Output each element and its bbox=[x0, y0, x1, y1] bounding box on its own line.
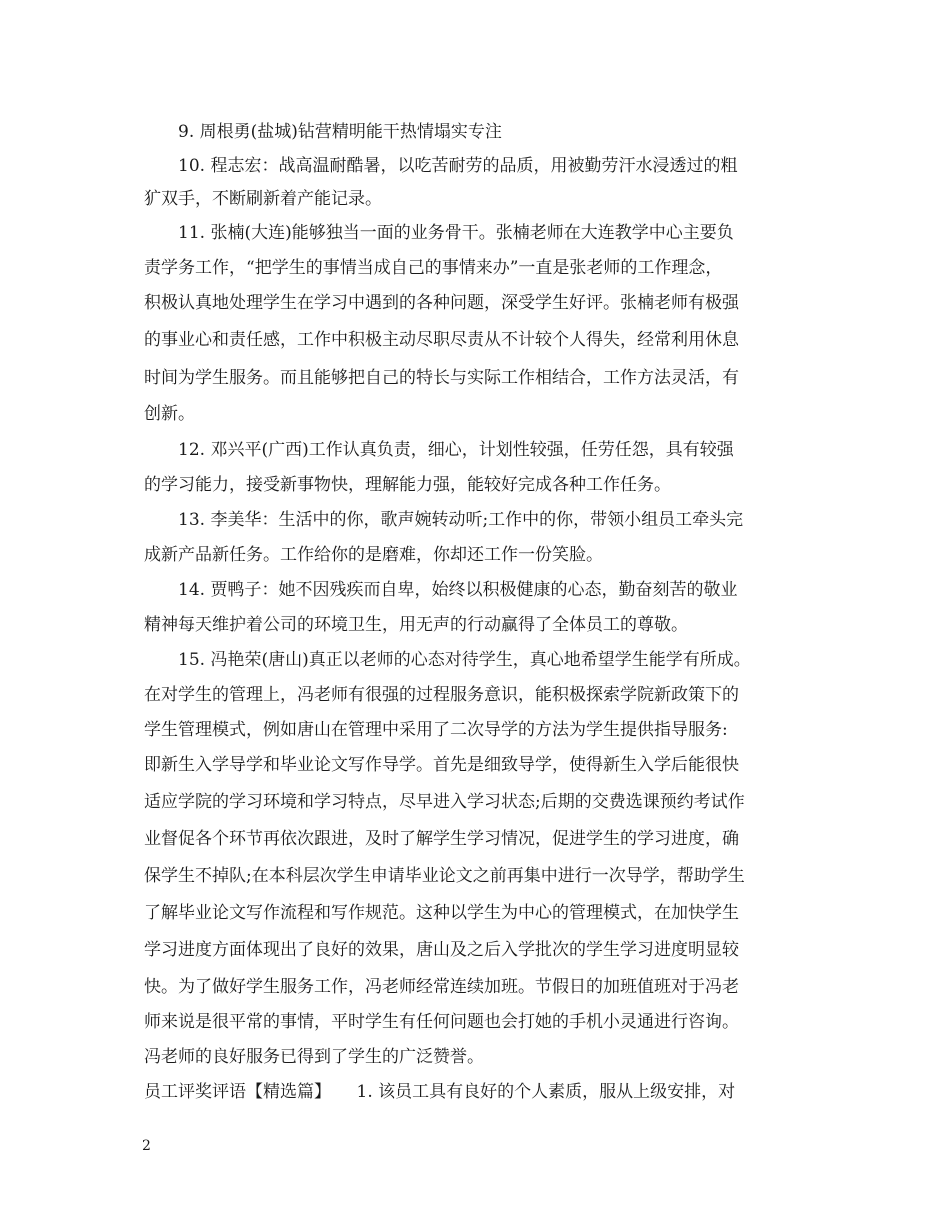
text-line: 12. 邓兴平(广西)工作认真负责，细心，计划性较强，任劳任怨，具有较强 bbox=[178, 440, 734, 460]
text-line: 11. 张楠(大连)能够独当一面的业务骨干。张楠老师在大连教学中心主要负 bbox=[178, 223, 734, 243]
text-line: 在对学生的管理上，冯老师有很强的过程服务意识，能积极探索学院新政策下的 bbox=[144, 685, 739, 705]
text-line: 了解毕业论文写作流程和写作规范。这种以学生为中心的管理模式，在加快学生 bbox=[144, 903, 739, 923]
text-line: 15. 冯艳荣(唐山)真正以老师的心态对待学生，真心地希望学生能学有所成。 bbox=[178, 650, 751, 670]
text-line: 的学习能力，接受新事物快，理解能力强，能较好完成各种工作任务。 bbox=[144, 475, 671, 495]
text-line: 师来说是很平常的事情，平时学生有任何问题也会打她的手机小灵通进行咨询。 bbox=[144, 1012, 739, 1032]
text-line: 冯老师的良好服务已得到了学生的广泛赞誉。 bbox=[144, 1047, 484, 1067]
text-line: 快。为了做好学生服务工作，冯老师经常连续加班。节假日的加班值班对于冯老 bbox=[144, 977, 739, 997]
text-line: 的事业心和责任感，工作中积极主动尽职尽责从不计较个人得失，经常利用休息 bbox=[144, 330, 739, 350]
text-line: 员工评奖评语【精选篇】 1. 该员工具有良好的个人素质，服从上级安排，对 bbox=[144, 1082, 736, 1102]
text-line: 保学生不掉队;在本科层次学生申请毕业论文之前再集中进行一次导学，帮助学生 bbox=[144, 866, 745, 886]
text-line: 14. 贾鸭子：她不因残疾而自卑，始终以积极健康的心态，勤奋刻苦的敬业 bbox=[178, 580, 738, 600]
text-line: 10. 程志宏：战高温耐酷暑，以吃苦耐劳的品质，用被勤劳汗水浸透过的粗 bbox=[178, 156, 738, 176]
text-line: 责学务工作，“把学生的事情当成自己的事情来办”一直是张老师的工作理念， bbox=[144, 258, 723, 278]
text-line: 9. 周根勇(盐城)钻营精明能干热情塌实专注 bbox=[178, 122, 502, 142]
text-line: 精神每天维护着公司的环境卫生，用无声的行动赢得了全体员工的尊敬。 bbox=[144, 615, 688, 635]
text-line: 学习进度方面体现出了良好的效果，唐山及之后入学批次的学生学习进度明显较 bbox=[144, 940, 739, 960]
text-line: 积极认真地处理学生在学习中遇到的各种问题，深受学生好评。张楠老师有极强 bbox=[144, 293, 739, 313]
text-line: 业督促各个环节再依次跟进，及时了解学生学习情况，促进学生的学习进度，确 bbox=[144, 829, 739, 849]
text-line: 适应学院的学习环境和学习特点，尽早进入学习状态;后期的交费选课预约考试作 bbox=[144, 792, 745, 812]
text-line: 时间为学生服务。而且能够把自己的特长与实际工作相结合，工作方法灵活，有 bbox=[144, 368, 739, 388]
text-line: 成新产品新任务。工作给你的是磨难，你却还工作一份笑脸。 bbox=[144, 545, 603, 565]
text-line: 即新生入学导学和毕业论文写作导学。首先是细致导学，使得新生入学后能很快 bbox=[144, 755, 739, 775]
text-line: 创新。 bbox=[144, 404, 195, 424]
text-line: 13. 李美华：生活中的你，歌声婉转动听;工作中的你，带领小组员工牵头完 bbox=[178, 510, 744, 530]
page-number: 2 bbox=[142, 1138, 151, 1154]
text-line: 学生管理模式，例如唐山在管理中采用了二次导学的方法为学生提供指导服务: bbox=[144, 720, 728, 740]
text-line: 犷双手，不断刷新着产能记录。 bbox=[144, 189, 382, 209]
